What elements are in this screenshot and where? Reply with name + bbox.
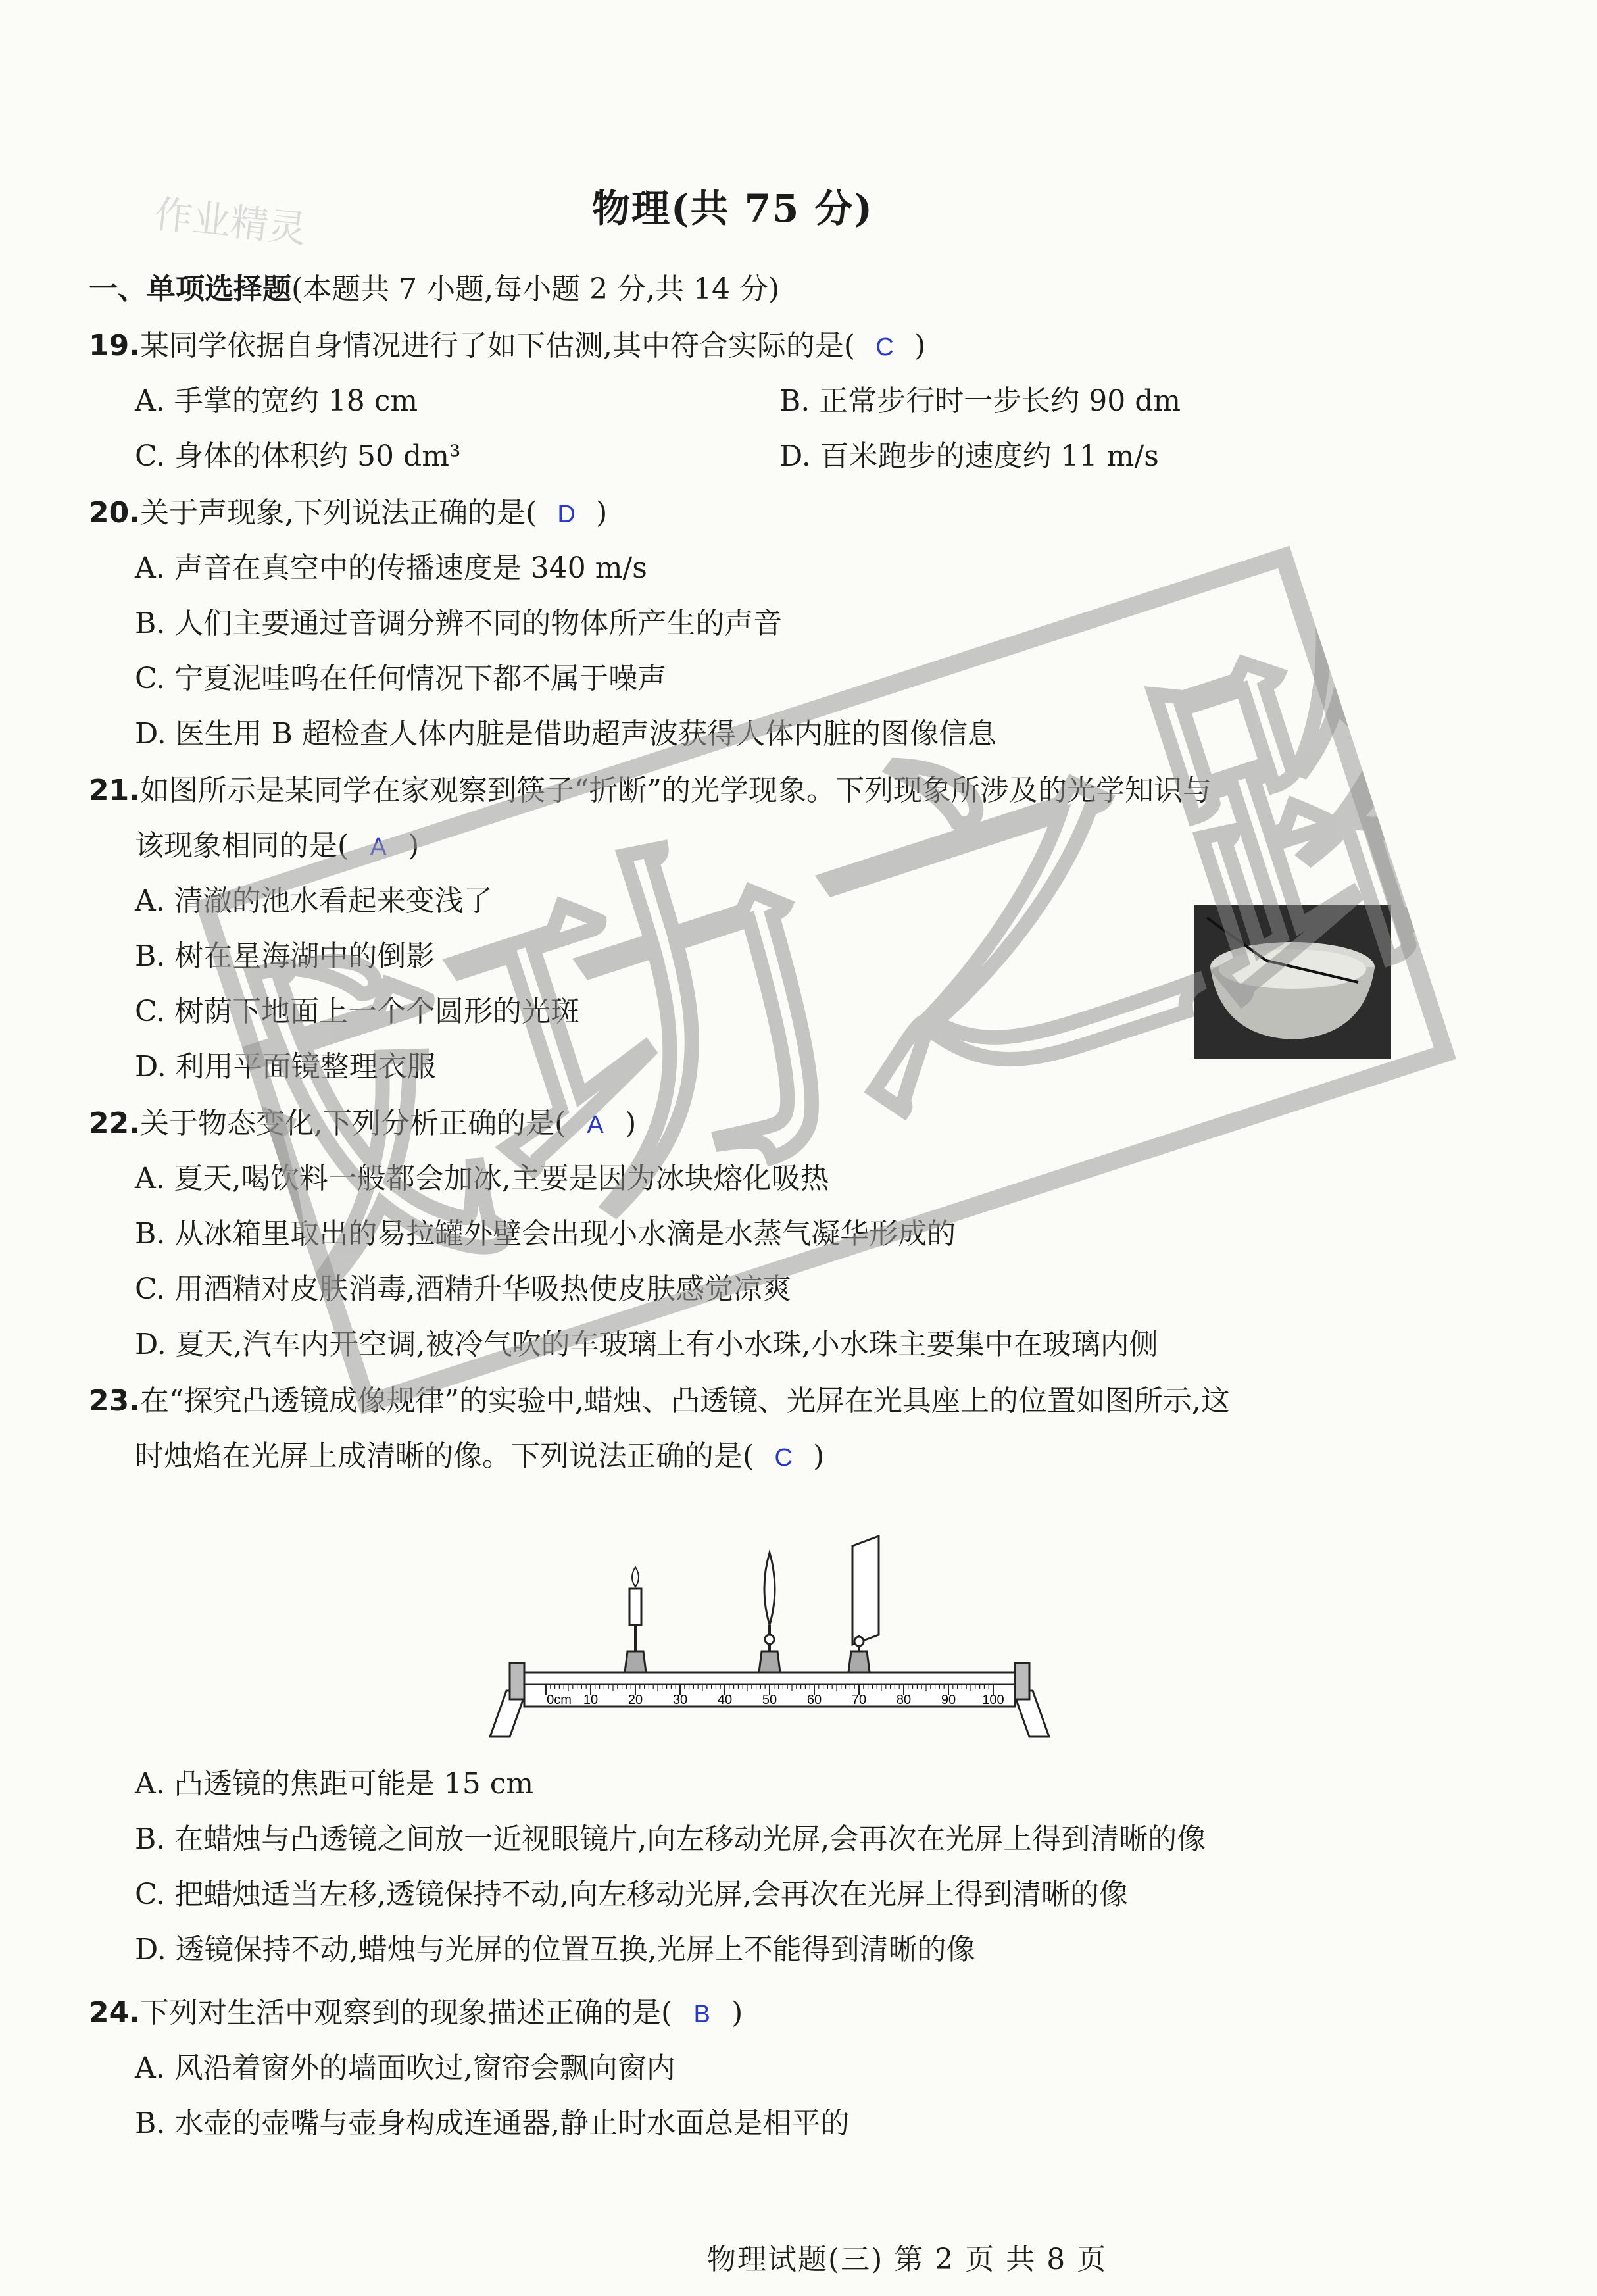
answer-mark: A (370, 834, 387, 861)
scale-tick-label: 100 (982, 1693, 1004, 1707)
option-c: C. 把蜡烛适当左移,透镜保持不动,向左移动光屏,会再次在光屏上得到清晰的像 (135, 1878, 1129, 1911)
scale-tick-label: 80 (896, 1693, 912, 1707)
question-text: 如图所示是某同学在家观察到筷子“折断”的光学现象。下列现象所涉及的光学知识与 (139, 774, 1212, 807)
option-c: C. 身体的体积约 50 dm³ (135, 439, 461, 473)
bench-rail (524, 1672, 1015, 1684)
question-text: 关于物态变化,下列分析正确的是( (139, 1107, 566, 1140)
optical-bench-diagram (487, 1526, 1052, 1743)
question-number: 24. (89, 1996, 140, 2030)
section-heading (89, 270, 779, 309)
candle (625, 1567, 646, 1672)
answer-mark: C (875, 334, 894, 361)
question-text: 某同学依据自身情况进行了如下估测,其中符合实际的是( (139, 329, 856, 362)
scale-tick-label: 70 (851, 1693, 867, 1707)
option-b: B. 树在星海湖中的倒影 (135, 939, 435, 973)
option-a: A. 风沿着窗外的墙面吹过,窗帘会飘向窗内 (135, 2051, 676, 2085)
scale-tick-label: 50 (762, 1693, 777, 1707)
option-c: C. 用酒精对皮肤消毒,酒精升华吸热使皮肤感觉凉爽 (135, 1272, 792, 1306)
question-24-stem: 24.下列对生活中观察到的现象描述正确的是( B ) (89, 1993, 743, 2034)
option-c: C. 宁夏泥哇呜在任何情况下都不属于噪声 (135, 662, 667, 695)
answer-mark: B (693, 2001, 710, 2028)
question-21-stem-cont: 该现象相同的是( A ) (135, 826, 419, 867)
question-23-stem-cont: 时烛焰在光屏上成清晰的像。下列说法正确的是( C ) (135, 1437, 824, 1478)
light-screen (848, 1536, 879, 1672)
option-d: D. 利用平面镜整理衣服 (135, 1050, 436, 1084)
convex-lens (759, 1553, 780, 1672)
bowl-illustration (1194, 905, 1391, 1059)
question-number: 20. (89, 496, 140, 530)
question-text: 下列对生活中观察到的现象描述正确的是( (139, 1996, 673, 2030)
scale-tick-label: 60 (806, 1693, 822, 1707)
option-d: D. 百米跑步的速度约 11 m/s (779, 439, 1159, 473)
section-title: 一、单项选择题 (89, 272, 291, 306)
option-b: B. 正常步行时一步长约 90 dm (779, 384, 1181, 418)
optical-bench-svg (487, 1526, 1052, 1743)
question-text: 在“探究凸透镜成像规律”的实验中,蜡烛、凸透镜、光屏在光具座上的位置如图所示,这 (139, 1384, 1230, 1418)
page-footer: 物理试题(三) 第 2 页 共 8 页 (707, 2243, 1108, 2276)
option-c: C. 树荫下地面上一个个圆形的光斑 (135, 995, 580, 1028)
option-b: B. 水壶的壶嘴与壶身构成连通器,静止时水面总是相平的 (135, 2107, 850, 2140)
chopstick-bowl-photo (1194, 905, 1391, 1059)
question-number: 22. (89, 1107, 140, 1140)
question-21-stem (89, 771, 1212, 811)
watermark-logo: 作业精灵 (152, 191, 309, 252)
question-22-stem: 22.关于物态变化,下列分析正确的是( A ) (89, 1104, 636, 1145)
scale-tick-label: 0cm (547, 1693, 572, 1707)
option-a: A. 清澈的池水看起来变浅了 (135, 884, 493, 918)
option-b: B. 人们主要通过音调分辨不同的物体所产生的声音 (135, 607, 783, 640)
question-text: 关于声现象,下列说法正确的是( (139, 496, 537, 530)
option-b: B. 从冰箱里取出的易拉罐外壁会出现小水滴是水蒸气凝华形成的 (135, 1217, 956, 1251)
question-number: 23. (89, 1384, 140, 1418)
option-a: A. 手掌的宽约 18 cm (135, 384, 418, 418)
bench-left-end (510, 1663, 524, 1699)
question-number: 21. (89, 774, 140, 807)
scale-tick-label: 40 (717, 1693, 733, 1707)
question-19-stem: 19.某同学依据自身情况进行了如下估测,其中符合实际的是( C ) (89, 326, 925, 367)
scale-tick-label: 20 (627, 1693, 643, 1707)
question-20-stem: 20.关于声现象,下列说法正确的是( D ) (89, 493, 607, 534)
option-d: D. 夏天,汽车内开空调,被冷气吹的车玻璃上有小水珠,小水珠主要集中在玻璃内侧 (135, 1328, 1158, 1361)
answer-mark: A (587, 1111, 604, 1139)
scale-tick-label: 10 (583, 1693, 599, 1707)
page-title: 物理(共 75 分) (592, 186, 873, 231)
stamp-text: 成功之路 (195, 547, 1456, 1410)
question-number: 19. (89, 329, 140, 362)
bench-right-end (1015, 1663, 1029, 1699)
option-b: B. 在蜡烛与凸透镜之间放一近视眼镜片,向左移动光屏,会再次在光屏上得到清晰的像 (135, 1822, 1206, 1856)
scale-tick-label: 30 (672, 1693, 688, 1707)
section-note: (本题共 7 小题,每小题 2 分,共 14 分) (291, 272, 780, 306)
answer-mark: D (557, 501, 576, 528)
option-a: A. 声音在真空中的传播速度是 340 m/s (135, 551, 647, 585)
option-d: D. 医生用 B 超检查人体内脏是借助超声波获得人体内脏的图像信息 (135, 717, 996, 751)
option-d: D. 透镜保持不动,蜡烛与光屏的位置互换,光屏上不能得到清晰的像 (135, 1933, 975, 1966)
option-a: A. 夏天,喝饮料一般都会加冰,主要是因为冰块熔化吸热 (135, 1162, 829, 1195)
option-a: A. 凸透镜的焦距可能是 15 cm (135, 1767, 534, 1801)
scale-tick-label: 90 (941, 1693, 956, 1707)
answer-mark: C (774, 1444, 793, 1472)
question-23-stem (89, 1382, 1230, 1421)
